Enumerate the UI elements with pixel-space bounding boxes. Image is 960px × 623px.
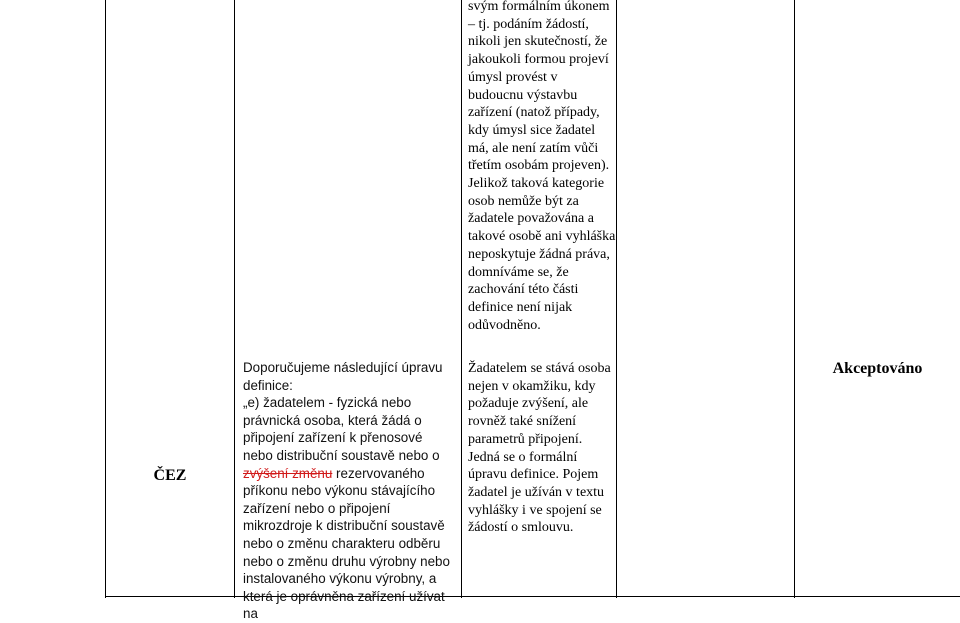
status-cell xyxy=(795,360,960,378)
definition-text-before: „e) žadatelem - fyzická nebo právnická osoba, která žádá o připojení zařízení k přenosové nebo distribuční soustavě nebo o xyxy=(243,395,440,463)
comment-line-2: definice: xyxy=(243,377,293,393)
justification-text: svým formálním úkonem – tj. podáním žádostí, nikoli jen skutečností, že jakoukoli formou projeví úmysl provést v budoucnu výstavbu zařízení (natož případy, kdy úmysl sice žadatel má, ale není zatím vůči třetím osobám projeven). Jelikož taková kategorie osob nemůže být za žadatele považována a takové osobě ani vyhláška neposkytuje žádná práva, domníváme se, že zachování této části definice není nijak odůvodněno. xyxy=(468,0,616,333)
column-divider-2 xyxy=(461,0,462,598)
column-divider-4 xyxy=(794,0,795,598)
table-border-left xyxy=(105,0,106,598)
proposed-definition-text xyxy=(243,394,455,623)
column-divider-1 xyxy=(234,0,235,598)
justification-cell xyxy=(468,0,616,334)
settlement-text: Žadatelem se stává osoba nejen v okamžiku, kdy požaduje zvýšení, ale rovněž také snížení parametrů připojení. Jedná se o formální úpravu definice. Pojem žadatel je užíván v textu vyhlášky i ve spojení se žádostí o smlouvu. xyxy=(468,361,611,536)
struck-through-text: zvýšení změnu xyxy=(243,465,333,481)
comment-cell xyxy=(243,359,455,623)
submitter-cell xyxy=(106,467,234,485)
settlement-cell xyxy=(468,360,616,537)
definition-text-after: rezervovaného příkonu nebo výkonu stávajícího zařízení nebo o připojení mikrozdroje k distribuční soustavě nebo o změnu charakteru odběru nebo o změnu druhu výrobny nebo instalovaného výkonu výrobny, a která je oprávněna zařízení užívat na xyxy=(243,465,450,622)
submitter-name: ČEZ xyxy=(153,467,187,484)
comment-line-1: Doporučujeme následující úpravu xyxy=(243,360,443,375)
status-badge: Akceptováno xyxy=(832,360,923,377)
table-border-bottom xyxy=(105,596,960,597)
column-divider-3 xyxy=(616,0,617,598)
